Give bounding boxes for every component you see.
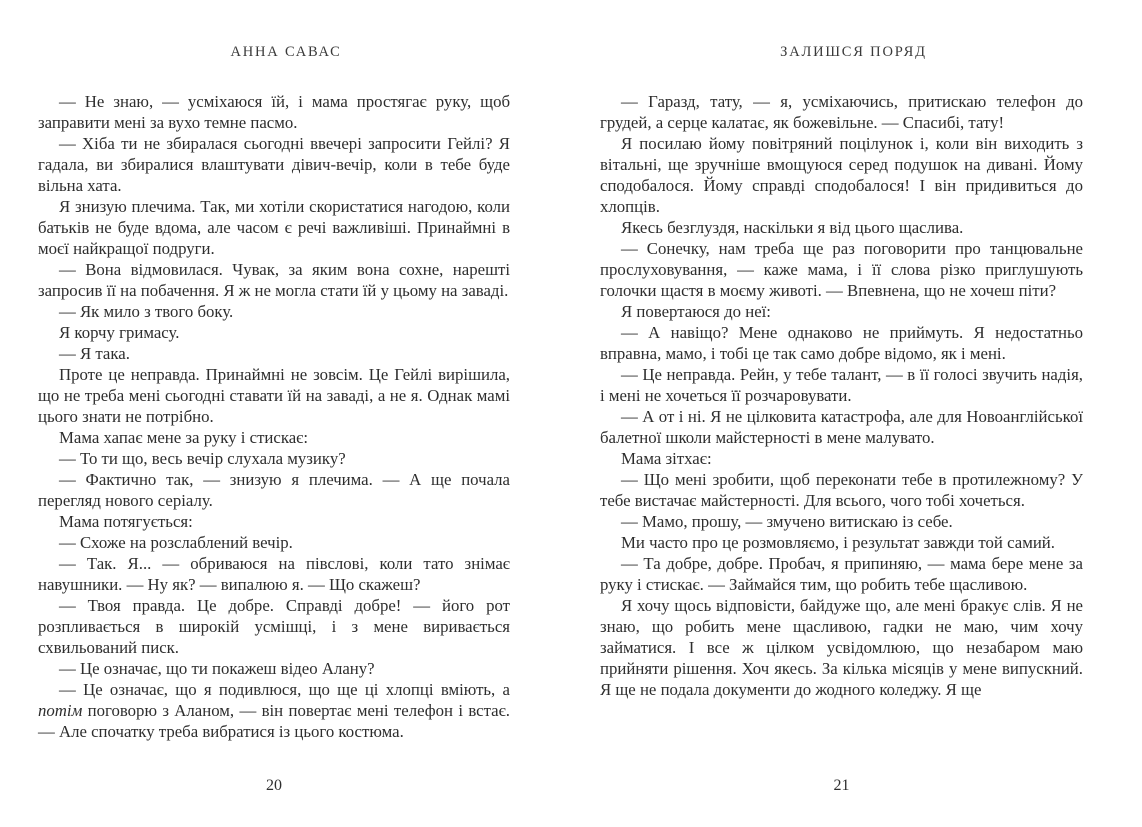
text-run: Мама хапає мене за руку і стискає: [59,428,309,447]
text-run: Я посилаю йому повітряний поцілунок і, коли він виходить з вітальні, ще зручніше вмощуюся серед подушок на дивані. Йому сподобалося. Йому справді сподобалося! І він придивиться до хлопців. [600,134,1083,216]
text-run: Мама потягується: [59,512,193,531]
paragraph [38,364,510,427]
paragraph [38,259,510,301]
text-run: — Сонечку, нам треба ще раз поговорити про танцювальне прослуховування, — каже мама, і її слова різко приглушують голочки щастя в моєму животі. — Впевнена, що не хочеш піти? [600,239,1083,300]
text-run: — Не знаю, — усміхаюся їй, і мама простягає руку, щоб заправити мені за вухо темне пасмо. [38,92,510,132]
text-run: — Мамо, прошу, — змучено витискаю із себе. [621,512,953,531]
paragraph [38,196,510,259]
paragraph [38,553,510,595]
paragraph [38,511,510,532]
text-run: — Фактично так, — знизую я плечима. — А ще почала перегляд нового серіалу. [38,470,510,510]
paragraph [38,679,510,742]
text-run: — Твоя правда. Це добре. Справді добре! — його рот розпливається в широкій усмішці, і з мене виривається схвильований писк. [38,596,510,657]
italic-text: потім [38,701,83,720]
text-run: — Що мені зробити, щоб переконати тебе в протилежному? У тебе вистачає майстерності. Для всього, чого тобі хочеться. [600,470,1083,510]
paragraph [600,217,1083,238]
paragraph [600,532,1083,553]
paragraph [600,322,1083,364]
text-run: — Я така. [59,344,130,363]
paragraph [600,133,1083,217]
paragraph [38,658,510,679]
text-run: Проте це неправда. Принаймні не зовсім. Це Гейлі вирішила, що не треба мені сьогодні ставати їй на заваді, а не я. Однак мамі цього знати не потрібно. [38,365,510,426]
paragraph [600,406,1083,448]
right-running-header: ЗАЛИШСЯ ПОРЯД [780,44,927,60]
text-run: — А от і ні. Я не цілковита катастрофа, але для Новоанглійської балетної школи майстерності в мене малувато. [600,407,1083,447]
paragraph [600,91,1083,133]
left-page [38,0,510,827]
text-run: — Так. Я... — обриваюся на півслові, коли тато знімає навушники. — Ну як? — випалюю я. — Що скажеш? [38,554,510,594]
text-run: — То ти що, весь вечір слухала музику? [59,449,346,468]
paragraph [38,133,510,196]
text-run: — Як мило з твого боку. [59,302,234,321]
left-page-body [38,91,510,742]
paragraph [600,511,1083,532]
paragraph [38,322,510,343]
paragraph [600,595,1083,700]
right-page [600,0,1083,827]
text-run: — Та добре, добре. Пробач, я припиняю, — мама бере мене за руку і стискає. — Займайся тим, що робить тебе щасливою. [600,554,1083,594]
paragraph [38,532,510,553]
text-run: поговорю з Аланом, — він повертає мені телефон і встає. — Але спочатку треба вибратися із цього костюма. [38,701,510,741]
paragraph [600,469,1083,511]
text-run: Я знизую плечима. Так, ми хотіли скористатися нагодою, коли батьків не буде вдома, але часом є речі важливіші. Принаймні в моєї найкращої подруги. [38,197,510,258]
paragraph [38,469,510,511]
text-run: — А навіщо? Мене однаково не приймуть. Я недостатньо вправна, мамо, і тобі це так само добре відомо, як і мені. [600,323,1083,363]
paragraph [600,364,1083,406]
text-run: Я повертаюся до неї: [621,302,771,321]
text-run: — Хіба ти не збиралася сьогодні ввечері запросити Гейлі? Я гадала, ви збиралися влаштувати дівич-вечір, коли в тебе буде вільна хата. [38,134,510,195]
right-page-number: 21 [833,777,850,794]
paragraph [38,91,510,133]
left-running-header: АННА САВАС [230,44,342,60]
text-run: — Вона відмовилася. Чувак, за яким вона сохне, нарешті запросив її на побачення. Я ж не могла стати їй у цьому на заваді. [38,260,510,300]
text-run: Я хочу щось відповісти, байдуже що, але мені бракує слів. Я не знаю, що робить мене щасливою, гадки не маю, чим хочу займатися. І все ж цілком усвідомлюю, що незабаром маю прийняти рішення. Хоч якесь. За кілька місяців у мене випускний. Я ще не подала документи до жодного коледжу. Я ще [600,596,1083,699]
text-run: Ми часто про це розмовляємо, і результат завжди той самий. [621,533,1055,552]
text-run: — Це означає, що ти покажеш відео Алану? [59,659,375,678]
text-run: Мама зітхає: [621,449,712,468]
paragraph [600,553,1083,595]
paragraph [38,448,510,469]
text-run: — Гаразд, тату, — я, усміхаючись, притискаю телефон до грудей, а серце калатає, як божевільне. — Спасибі, тату! [600,92,1083,132]
right-page-body [600,91,1083,700]
paragraph [600,448,1083,469]
paragraph [38,595,510,658]
paragraph [38,343,510,364]
text-run: Я корчу гримасу. [59,323,180,342]
text-run: Якесь безглуздя, наскільки я від цього щаслива. [621,218,964,237]
paragraph [38,427,510,448]
text-run: — Це неправда. Рейн, у тебе талант, — в її голосі звучить надія, і мені не хочеться її розчаровувати. [600,365,1083,405]
text-run: — Схоже на розслаблений вечір. [59,533,293,552]
paragraph [600,301,1083,322]
paragraph [38,301,510,322]
text-run: — Це означає, що я подивлюся, що ще ці хлопці вміють, а [59,680,510,699]
paragraph [600,238,1083,301]
left-page-number: 20 [266,777,282,794]
